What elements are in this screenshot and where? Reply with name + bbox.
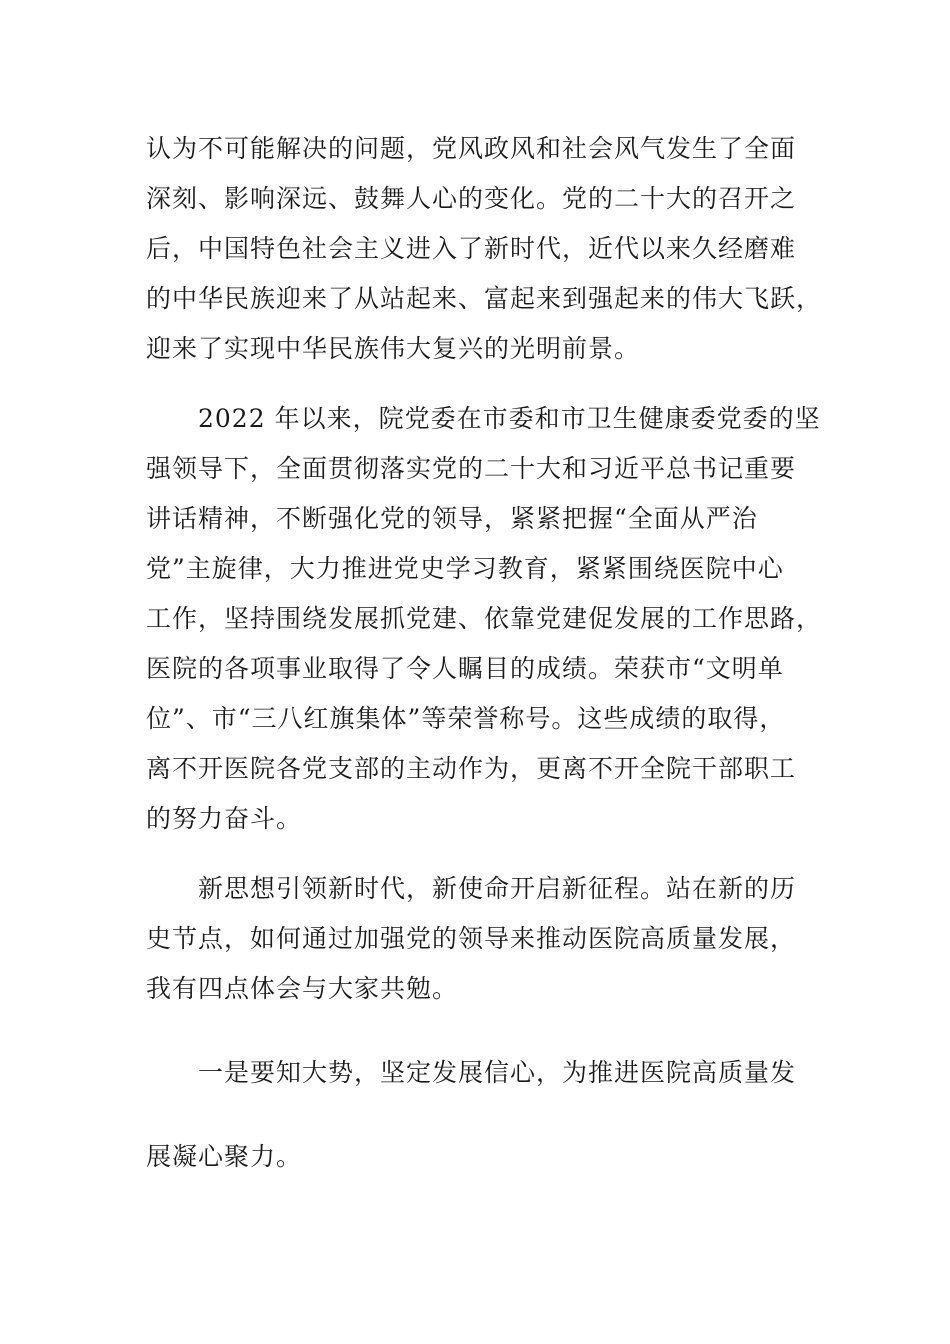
document-body: [146, 124, 823, 1182]
text-line: 迎来了实现中华民族伟大复兴的光明前景。: [146, 334, 641, 363]
text-line: 党”主旋律，大力推进党史学习教育，紧紧围绕医院中心: [146, 554, 784, 583]
text-line: 位”、市“三八红旗集体”等荣誉称号。这些成绩的取得，: [146, 704, 786, 733]
text-line: 我有四点体会与大家共勉。: [146, 974, 459, 1003]
paragraph-1: [146, 124, 823, 374]
text-line: 工作，坚持围绕发展抓党建、依靠党建促发展的工作思路，: [146, 604, 823, 633]
paragraph-4: [146, 1048, 806, 1182]
paragraph-3: [146, 864, 806, 1014]
text-line: 新思想引领新时代，新使命开启新征程。站在新的历: [198, 874, 797, 903]
paragraph-spacer: [146, 374, 806, 394]
text-line: 离不开医院各党支部的主动作为，更离不开全院干部职工: [146, 754, 797, 783]
text-line: 的努力奋斗。: [146, 804, 303, 833]
text-line: 展凝心聚力。: [146, 1142, 303, 1171]
text-line: 医院的各项事业取得了令人瞩目的成绩。荣获市“文明单: [146, 654, 784, 683]
paragraph-spacer: [146, 1014, 806, 1048]
text-line: 认为不可能解决的问题，党风政风和社会风气发生了全面: [146, 134, 797, 163]
text-line: 的中华民族迎来了从站起来、富起来到强起来的伟大飞跃，: [146, 284, 823, 313]
paragraph-spacer: [146, 844, 806, 864]
text-line: 深刻、影响深远、鼓舞人心的变化。党的二十大的召开之: [146, 184, 797, 213]
text-line: 强领导下，全面贯彻落实党的二十大和习近平总书记重要: [146, 454, 797, 483]
paragraph-2: [146, 394, 823, 844]
text-line: 史节点，如何通过加强党的领导来推动医院高质量发展，: [146, 924, 797, 953]
text-line: 2022 年以来，院党委在市委和市卫生健康委党委的坚: [198, 404, 821, 433]
text-line: 后，中国特色社会主义进入了新时代，近代以来久经磨难: [146, 234, 797, 263]
text-line: 一是要知大势，坚定发展信心，为推进医院高质量发: [198, 1058, 797, 1087]
line-spacer: [146, 1098, 806, 1132]
text-line: 讲话精神，不断强化党的领导，紧紧把握“全面从严治: [146, 504, 758, 533]
